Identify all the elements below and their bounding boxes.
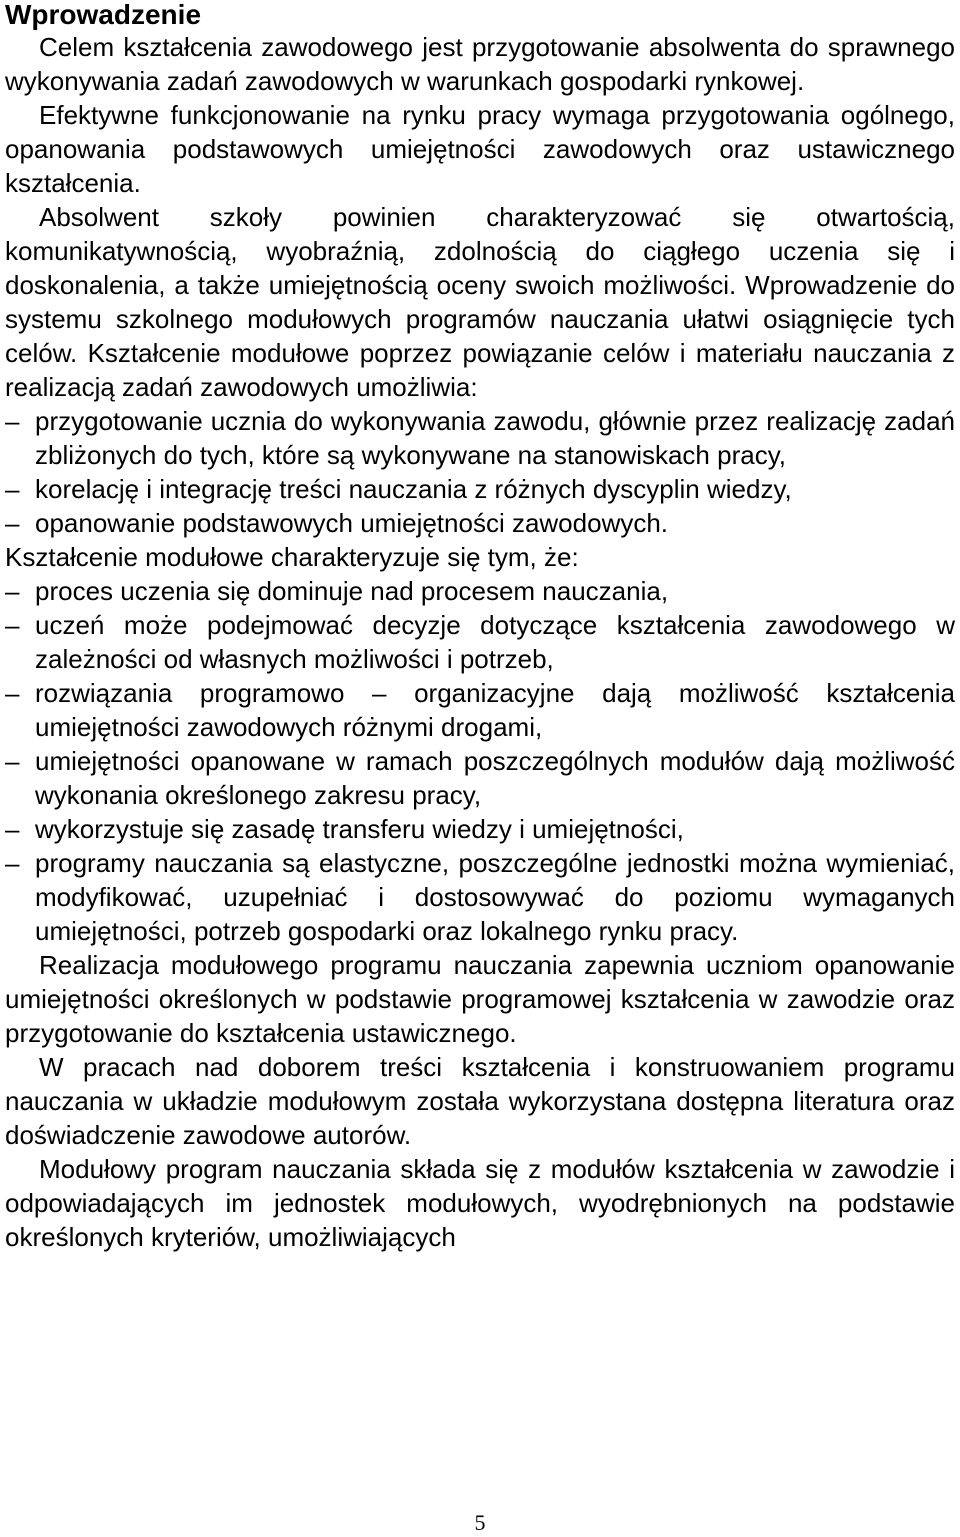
list-item [5,506,955,540]
list-item-text: uczeń może podejmować decyzje dotyczące kształcenia zawodowego w zależności od własnych możliwości i potrzeb, [35,610,955,674]
paragraph-goal: Celem kształcenia zawodowego jest przygotowanie absolwenta do sprawnego wykonywania zadań zawodowych w warunkach gospodarki rynkowej. [5,32,955,96]
paragraph-authors: W pracach nad doborem treści kształcenia i konstruowaniem programu nauczania w układzie modułowym została wykorzystana dostępna literatura oraz doświadczenie zawodowe autorów. [5,1052,955,1150]
page-number: 5 [474,1510,486,1535]
paragraph-labor-market: Efektywne funkcjonowanie na rynku pracy wymaga przygotowania ogólnego, opanowania podstawowych umiejętności zawodowych oraz ustawicznego kształcenia. [5,100,955,198]
paragraph-structure: Modułowy program nauczania składa się z modułów kształcenia w zawodzie i odpowiadających im jednostek modułowych, wyodrębnionych na podstawie określonych kryteriów, umożliwiających [5,1154,955,1252]
paragraph-characteristics: Kształcenie modułowe charakteryzuje się tym, że: [5,542,579,572]
list-modular-benefits [5,404,955,540]
list-item [5,812,955,846]
list-item-text: opanowanie podstawowych umiejętności zawodowych. [35,508,669,538]
list-item-text: przygotowanie ucznia do wykonywania zawodu, głównie przez realizację zadań zbliżonych do tych, które są wykonywane na stanowiskach pracy, [35,406,955,470]
list-item [5,472,955,506]
dash-bullet: – [5,610,20,640]
paragraph-realization: Realizacja modułowego programu nauczania zapewnia uczniom opanowanie umiejętności określonych w podstawie programowej kształcenia w zawodzie oraz przygotowanie do kształcenia ustawicznego. [5,950,955,1048]
list-item-text: umiejętności opanowane w ramach poszczególnych modułów dają możliwość wykonania określonego zakresu pracy, [35,746,955,810]
page-title: Wprowadzenie [5,0,202,30]
dash-bullet: – [5,848,20,878]
list-item [5,846,955,948]
dash-bullet: – [5,814,20,844]
paragraph-graduate: Absolwent szkoły powinien charakteryzować się otwartością, komunikatywnością, wyobraźnią, zdolnością do ciągłego uczenia się i doskonalenia, a także umiejętnością oceny swoich możliwości. Wprowadzenie do systemu szkolnego modułowych programów nauczania ułatwi osiągnięcie tych celów. Kształcenie modułowe poprzez powiązanie celów i materiału nauczania z realizacją zadań zawodowych umożliwia: [5,202,955,402]
document-page [5,0,955,1254]
list-item-text: wykorzystuje się zasadę transferu wiedzy i umiejętności, [35,814,684,844]
list-item [5,608,955,676]
list-item [5,744,955,812]
list-item [5,676,955,744]
dash-bullet: – [5,508,20,538]
list-modular-characteristics [5,574,955,948]
list-item-text: programy nauczania są elastyczne, poszczególne jednostki można wymieniać, modyfikować, uzupełniać i dostosowywać do poziomu wymaganych umiejętności, potrzeb gospodarki oraz lokalnego rynku pracy. [35,848,955,946]
list-item [5,404,955,472]
list-item-text: rozwiązania programowo – organizacyjne dają możliwość kształcenia umiejętności zawodowych różnymi drogami, [35,678,955,742]
dash-bullet: – [5,406,20,436]
dash-bullet: – [5,576,20,606]
dash-bullet: – [5,746,20,776]
list-item-text: korelację i integrację treści nauczania z różnych dyscyplin wiedzy, [35,474,792,504]
dash-bullet: – [5,678,20,708]
list-item [5,574,955,608]
list-item-text: proces uczenia się dominuje nad procesem nauczania, [35,576,669,606]
dash-bullet: – [5,474,20,504]
